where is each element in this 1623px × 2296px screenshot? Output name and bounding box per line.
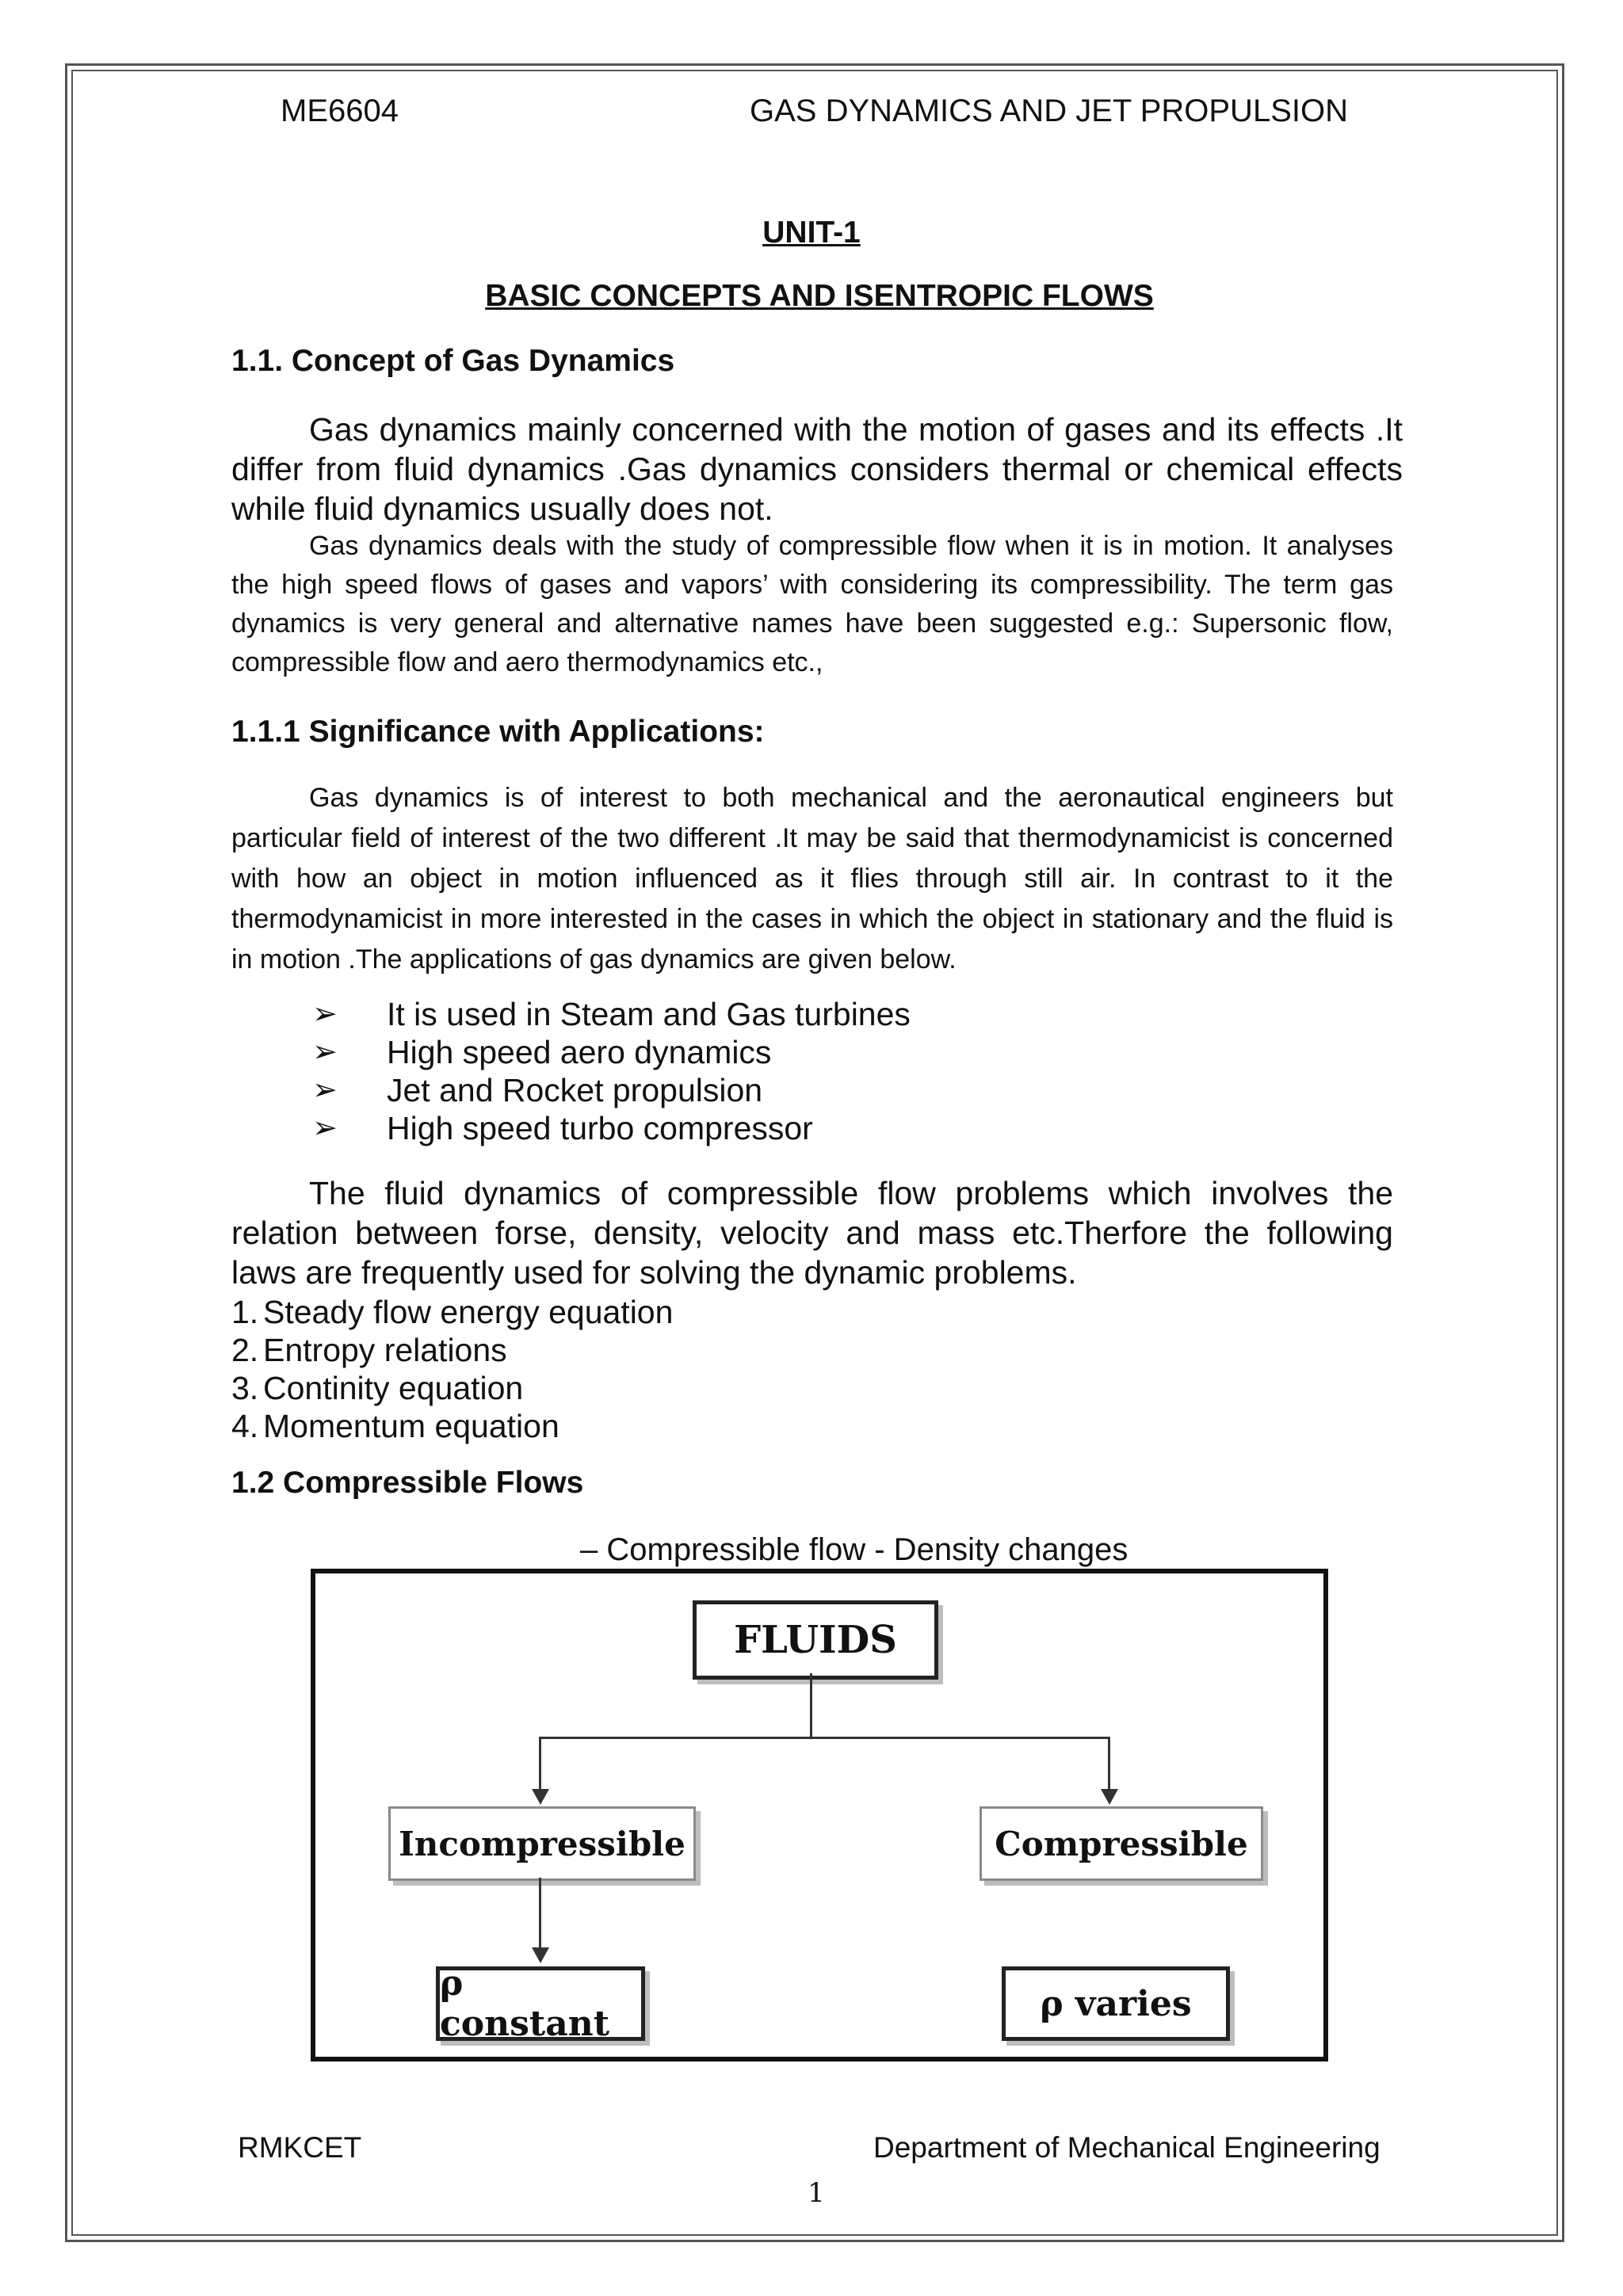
diagram-node-compressible: Compressible: [980, 1806, 1263, 1881]
connector-line: [539, 1737, 541, 1791]
footer-institution: RMKCET: [238, 2131, 362, 2164]
connector-line: [1108, 1737, 1110, 1791]
list-item: 4. Momentum equation: [231, 1408, 559, 1444]
connector-line: [810, 1673, 812, 1738]
arrow-down-icon: [532, 1789, 549, 1805]
list-item: ➢ Jet and Rocket propulsion: [312, 1072, 763, 1108]
unit-label: UNIT-1: [762, 215, 861, 250]
section-heading-1-1: 1.1. Concept of Gas Dynamics: [231, 344, 675, 378]
arrow-bullet-icon: ➢: [312, 1074, 338, 1107]
footer-department: Department of Mechanical Engineering: [873, 2131, 1381, 2164]
diagram-caption: – Compressible flow - Density changes: [580, 1532, 1128, 1567]
list-item: 3. Continity equation: [231, 1370, 524, 1406]
list-item: ➢ It is used in Steam and Gas turbines: [312, 996, 911, 1032]
diagram-node-rho-constant: ρ constant: [436, 1966, 645, 2041]
list-item: 1. Steady flow energy equation: [231, 1294, 674, 1330]
diagram-node-rho-varies: ρ varies: [1002, 1966, 1230, 2041]
arrow-down-icon: [1101, 1789, 1118, 1805]
arrow-bullet-icon: ➢: [312, 1035, 338, 1069]
course-code: ME6604: [281, 93, 399, 128]
page-number: 1: [808, 2177, 825, 2209]
list-item: ➢ High speed turbo compressor: [312, 1110, 813, 1146]
diagram-node-incompressible: Incompressible: [388, 1806, 696, 1881]
arrow-bullet-icon: ➢: [312, 1112, 338, 1145]
list-item: ➢ High speed aero dynamics: [312, 1034, 772, 1070]
section-heading-1-1-1: 1.1.1 Significance with Applications:: [231, 715, 765, 749]
diagram-node-fluids: FLUIDS: [693, 1600, 938, 1680]
course-title: GAS DYNAMICS AND JET PROPULSION: [750, 93, 1348, 128]
paragraph-gas-dynamics-definition: Gas dynamics deals with the study of compressible flow when it is in motion. It analyses the high speed flows of gases and vapors’ with considering its compressibility. The term gas dynamics is very general and alternative names have been suggested e.g.: Supersonic flow, compressible flow and aero thermodynamics etc.,: [231, 531, 1393, 677]
connector-line: [539, 1878, 541, 1951]
arrow-bullet-icon: ➢: [312, 997, 338, 1031]
list-item: 2. Entropy relations: [231, 1332, 507, 1368]
paragraph-significance: Gas dynamics is of interest to both mechanical and the aeronautical engineers but particular field of interest of the two different .It may be said that thermodynamicist is concerned with how an object in motion influenced as it flies through still air. In contrast to it the thermodynamicist in more interested in the cases in which the object in stationary and the fluid is in motion .The applications of gas dynamics are given below.: [231, 783, 1393, 974]
connector-line: [539, 1737, 1109, 1739]
section-heading-1-2: 1.2 Compressible Flows: [231, 1466, 584, 1500]
fluids-classification-diagram: [311, 1569, 1328, 2061]
paragraph-gas-dynamics-intro: Gas dynamics mainly concerned with the motion of gases and its effects .It differ from fluid dynamics .Gas dynamics considers thermal or chemical effects while fluid dynamics usually does not.: [231, 411, 1403, 527]
arrow-down-icon: [532, 1947, 549, 1963]
applications-list: [312, 995, 1342, 1147]
laws-list: [231, 1293, 673, 1445]
unit-title: BASIC CONCEPTS AND ISENTROPIC FLOWS: [485, 279, 1154, 313]
paragraph-laws-intro: The fluid dynamics of compressible flow problems which involves the relation between forse, density, velocity and mass etc.Therfore the following laws are frequently used for solving the dynamic problems.: [231, 1175, 1393, 1291]
